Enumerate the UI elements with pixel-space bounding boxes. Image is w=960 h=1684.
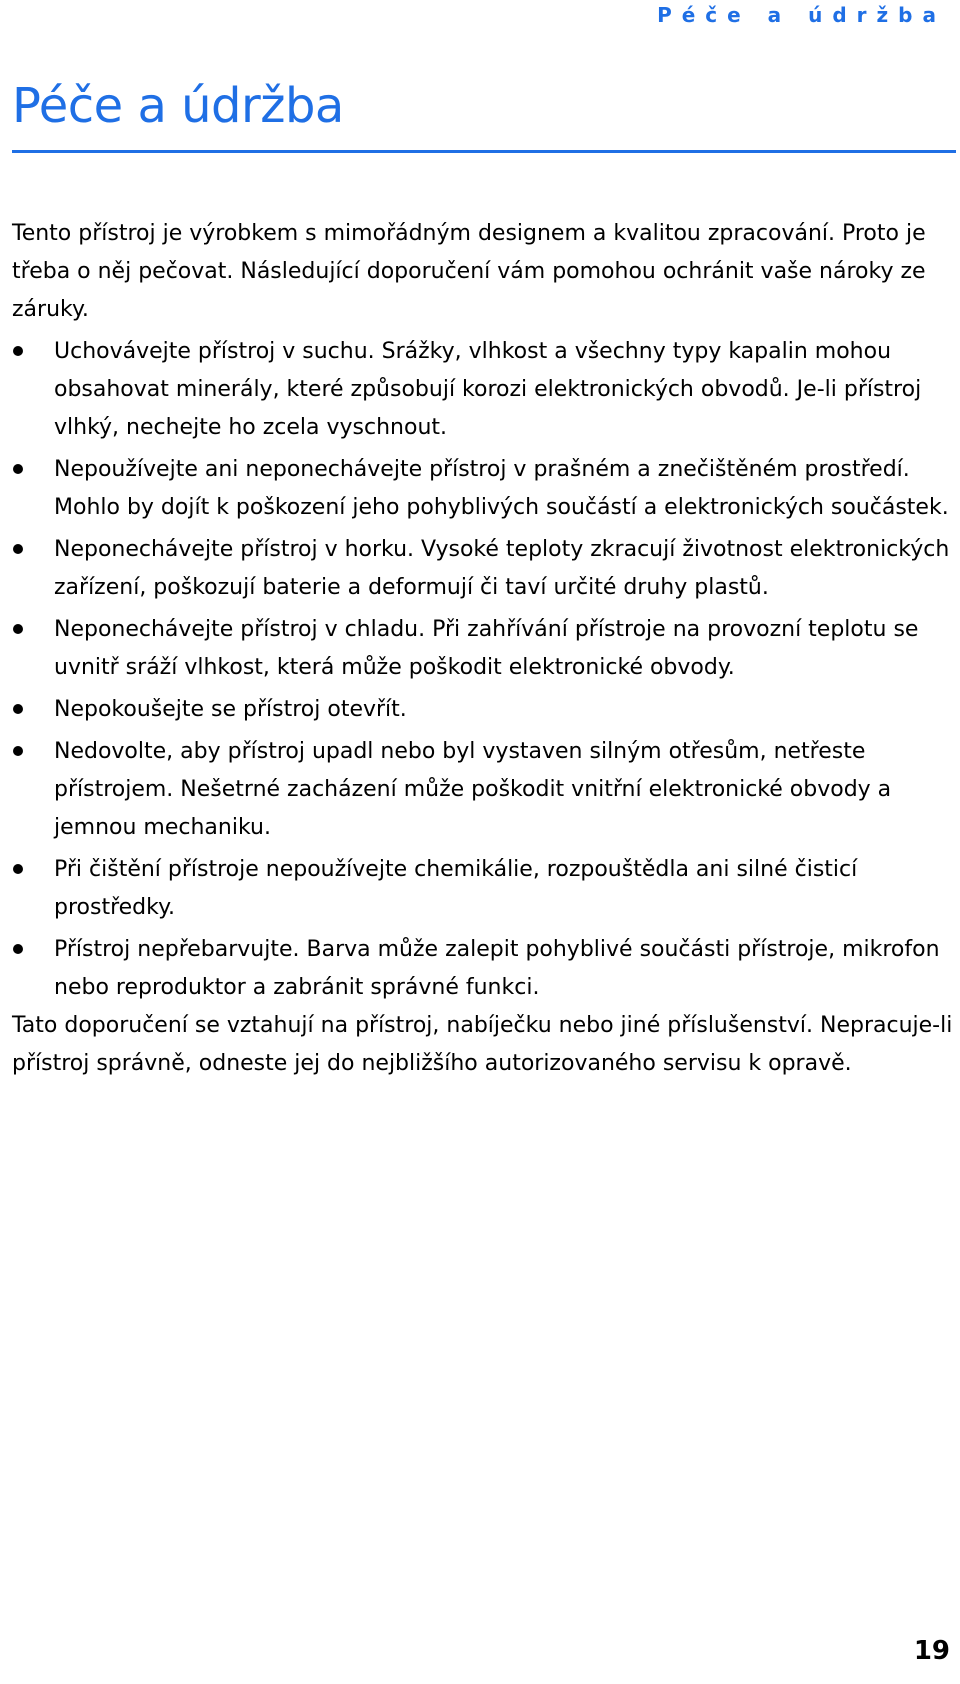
care-instructions-list <box>12 333 956 1007</box>
list-item <box>12 691 956 729</box>
list-item-text: Nedovolte, aby přístroj upadl nebo byl vystaven silným otřesům, netřeste přístrojem. Nešetrné zacházení může poškodit vnitřní elektronické obvody a jemnou mechaniku. <box>54 739 892 840</box>
list-item-text: Nepoužívejte ani neponechávejte přístroj v prašném a znečištěném prostředí. Mohlo by dojít k poškození jeho pohyblivých součástí a elektronických součástek. <box>54 457 949 520</box>
bullet-icon <box>13 544 23 554</box>
list-item-text: Nepokoušejte se přístroj otevřít. <box>54 697 407 722</box>
page-number: 19 <box>913 1636 950 1666</box>
bullet-icon <box>13 746 23 756</box>
list-item-text: Neponechávejte přístroj v chladu. Při zahřívání přístroje na provozní teplotu se uvnitř sráží vlhkost, která může poškodit elektronické obvody. <box>54 617 919 680</box>
document-body <box>12 215 956 1083</box>
list-item <box>12 851 956 927</box>
bullet-icon <box>13 346 23 356</box>
running-header: Péče a údržba <box>657 3 946 27</box>
bullet-icon <box>13 944 23 954</box>
list-item-text: Při čištění přístroje nepoužívejte chemikálie, rozpouštědla ani silné čisticí prostředky. <box>54 857 858 920</box>
closing-paragraph: Tato doporučení se vztahují na přístroj, nabíječku nebo jiné příslušenství. Nepracuje-li přístroj správně, odneste jej do nejbližšího autorizovaného servisu k opravě. <box>12 1013 953 1076</box>
list-item <box>12 333 956 447</box>
list-item-text: Uchovávejte přístroj v suchu. Srážky, vlhkost a všechny typy kapalin mohou obsahovat minerály, které způsobují korozi elektronických obvodů. Je-li přístroj vlhký, nechejte ho zcela vyschnout. <box>54 339 922 440</box>
list-item <box>12 451 956 527</box>
bullet-icon <box>13 704 23 714</box>
list-item <box>12 733 956 847</box>
list-item <box>12 611 956 687</box>
page-title: Péče a údržba <box>12 78 344 134</box>
list-item <box>12 531 956 607</box>
list-item-text: Přístroj nepřebarvujte. Barva může zalepit pohyblivé součásti přístroje, mikrofon nebo reproduktor a zabránit správné funkci. <box>54 937 940 1000</box>
list-item <box>12 931 956 1007</box>
bullet-icon <box>13 864 23 874</box>
list-item-text: Neponechávejte přístroj v horku. Vysoké teploty zkracují životnost elektronických zařízení, poškozují baterie a deformují či taví určité druhy plastů. <box>54 537 950 600</box>
intro-paragraph: Tento přístroj je výrobkem s mimořádným designem a kvalitou zpracování. Proto je třeba o něj pečovat. Následující doporučení vám pomohou ochránit vaše nároky ze záruky. <box>12 221 926 322</box>
bullet-icon <box>13 624 23 634</box>
title-divider <box>12 150 956 153</box>
bullet-icon <box>13 464 23 474</box>
